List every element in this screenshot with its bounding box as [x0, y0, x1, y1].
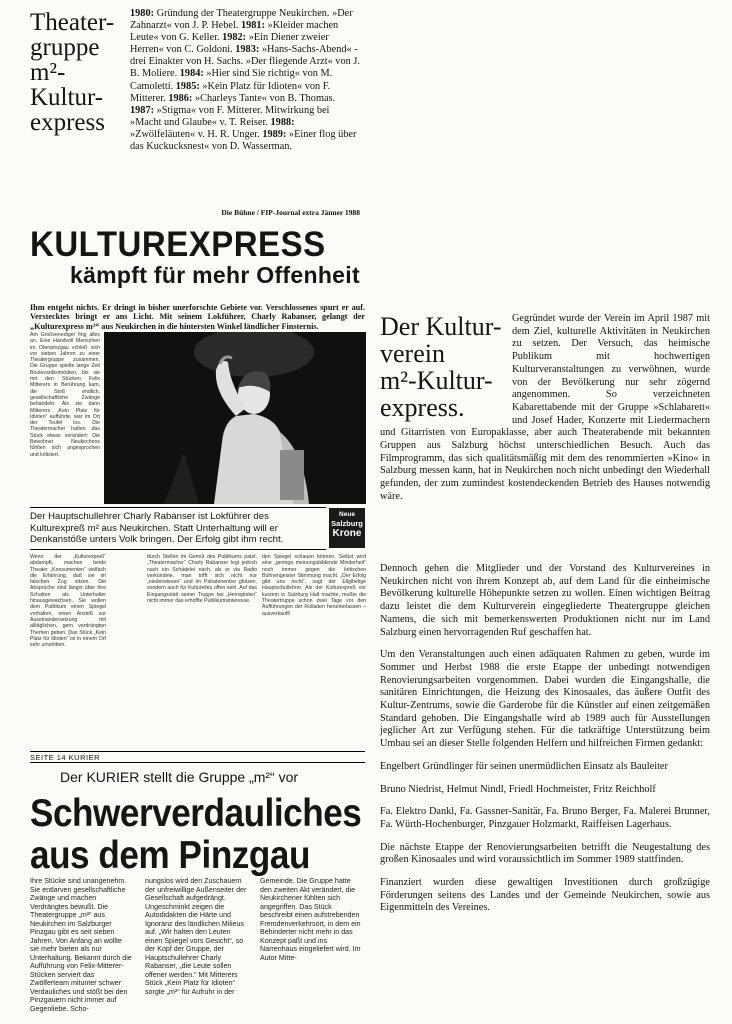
- krone-logo-line: Neue: [339, 511, 355, 518]
- krone-logo-line: Salzburg: [331, 519, 363, 528]
- verein-body: [380, 563, 710, 925]
- krone-logo: [329, 508, 365, 548]
- chronicle-title-line: gruppe: [30, 34, 100, 61]
- kurier-headline-line: aus dem Pinzgau: [30, 834, 310, 877]
- verein-title-line: Der Kultur-: [380, 312, 502, 341]
- chronicle-entry: »Stigma« von F. Mitterer. Mitwirkung bei »Macht und Glaube« v. T. Reiser.: [130, 104, 330, 128]
- kurier-headline: [30, 792, 362, 877]
- chronicle-year: 1980:: [130, 8, 155, 19]
- clipping-lead: Ihm entgeht nichts. Er dringt in bisher unerforschte Gebiete vor. Verschlossenes spurt er auf. Verstecktes bringt er ans Licht. Mit seinem Lokführer, Charly Rabanser, gelangt der „Kulturexpress m²“ aus Neukirchen in die hintersten Winkel ländlicher Finsternis.: [30, 303, 365, 331]
- kurier-column-1: Ihre Stücke sind unangenehm. Sie entlarven gesellschaftliche Zwänge und machen Verdrängtes bewußt. Die Theatergruppe „m²“ aus Neukirchen im Salzburger Pinzgau gibt es seit sieben Jahren. Von Anfang an wollte sie mehr bieten als nur Unterhaltung. Bekannt durch die Aufführung von Felix-Mitterer-Stücken serviert das Zwölferteam mitunter schwer Verdauliches und stößt bei den Pinzgauern nicht immer auf Gegenliebe. Scho-: [30, 877, 132, 1013]
- chronicle-year: 1982:: [222, 32, 247, 44]
- krone-column-2: durch Stellen im Gemüt des Publikums patzt. „Theatermacher“ Charly Rabanser legt jedoch nach ein Schädelei nach, als er via Radio verkündete, man trifft sich nicht nur „niederwiesen“ und im Pahatenentso glotzen, sondern auch für Kulturelles offen sein. Auf das Eingangsstatt seiner Truppe bei „Hemspielen“ nicht immer das erhoffte Publikumsinteresse.: [147, 554, 257, 605]
- verein-title-line: verein: [380, 339, 445, 368]
- verein-paragraph: Bruno Niedrist, Helmut Nindl, Friedl Hochmeister, Fritz Reichholf: [380, 783, 656, 795]
- krone-column-3: den Spiegel schauen können. Selbst wird eine „geringe meinungsbildende Minderheit“ noch immer gegen die kritischen Bühnengeister Stimmung macht. „Der Erfolg gibt uns recht“, sagt der Ellgibelige Hauptschullehrer. Als der Kulturexpreß vor kurzem in Salzburg Halt machte, mußte die Theatertruppe schon zwei Tage vor den Aufführungen der Rolladen herunterlassen – ausverkauft!: [262, 554, 366, 617]
- chronicle-entry: »Kein Platz für Idioten« von F. Mitterer.: [130, 80, 331, 104]
- chronicle-year: 1989:: [262, 128, 287, 140]
- chronicle-year: 1985:: [175, 80, 200, 92]
- kurier-subheadline: Der KURIER stellt die Gruppe „m²“ vor: [60, 769, 299, 785]
- kurier-column-3: Gemeinde. Die Gruppe hatte den zweiten Akt verändert, die Neukirchener fühlten sich angegriffen. Das Stück beschreibt einen aufstrebenden Fremdenverkehrsort, in dem ein Behinderter nicht mehr in das Konzept paßt und ins Narrenhaus eingeliefert wird. Im Autor Mitte-: [260, 877, 361, 962]
- clipping-credit: Die Bühne / FIP-Journal extra Jänner 1988: [221, 208, 360, 217]
- kurier-headline-line: Schwerverdauliches: [30, 792, 362, 835]
- krone-column-1: Wenn der „Kulturexpreß“ abdampft, machen beide Theater „Konsumenten“ vielfach die Erfahrung, daß sie im falschen Zug sitzen. Die Ansprüche sind längst über ihre Schatten als Unterhalter hinausgewachsen. Sie wollen dem Publikum einen Spiegel vorhalten, einen Anstoß zur Auseinandersetzung mit alltäglichen, gern verdrängten Themen geben. Das Stück „Kein Platz für Idioten“ ist in einem Ort sehr umstritten.: [30, 554, 106, 649]
- chronicle-entry: Gründung der Theatergruppe Neukirchen. »Der Zahnarzt« von J. P. Hebel.: [130, 8, 353, 32]
- chronicle-float-spacer: [30, 8, 130, 143]
- chronicle-entry: »Ein Diener zweier Herren« von C. Goldoni.: [130, 32, 329, 56]
- performer-photo-graphic: [104, 332, 366, 504]
- verein-title-line: express.: [380, 393, 465, 422]
- chronicle-entry: »Zwölfeläuten« v. H. R. Unger.: [130, 128, 260, 140]
- verein-title-line: m²-Kultur-: [380, 366, 493, 395]
- kurier-column-2: nungslos wird den Zuschauern der unfreiwillige Außenseiter der Gesellschaft aufgedrängt. Ungeschminkt zeigen die Autodidakten die Härte und Ignoranz des ländlichen Milieus auf. „Wir halten den Leuten einen Spiegel vors Gesicht“, so der Kopf der Gruppe, der Hauptschullehrer Charly Rabanser, „die Leute sollen offener werden.“ Mit Mitterers Stück „Kein Platz für Idioten“ sorgte „m²“ für Aufruhr in der: [145, 877, 247, 996]
- chronicle-year: 1984:: [179, 68, 204, 80]
- chronicle-entry: »Hans-Sachs-Abend« - drei Einakter von H. Sachs. »Der fliegende Arzt« von J. B. Moliere.: [130, 44, 360, 80]
- chronicle-body: [30, 8, 360, 153]
- chronicle-year: 1983:: [235, 44, 260, 56]
- chronicle-title-line: Kultur-: [30, 84, 104, 111]
- krone-caption: Der Hauptschullehrer Charly Rabanser ist Lokführer des Kulturexpreß m² aus Neukirchen. Statt Unterhaltung will er Denkanstöße unters Volk bringen. Der Erfolg gibt ihm recht.: [30, 507, 326, 550]
- kurier-section-label: SEITE 14 KURIER: [30, 753, 101, 762]
- performer-photo: [104, 332, 366, 504]
- verein-intro: [380, 313, 710, 504]
- chronicle-year: 1986:: [168, 92, 193, 104]
- chronicle-entry: »Kleider machen Leute« von G. Keller.: [130, 20, 339, 44]
- kurier-top-rule: [30, 751, 365, 752]
- chronicle-year: 1988:: [270, 116, 295, 128]
- chronicle-entry: »Einer flog über das Kuckucksnest« von D. Wasserman.: [130, 128, 357, 153]
- verein-paragraph: Finanziert wurden diese gewaltigen Investitionen durch großzügige Förderungen seitens des Landes und der Gemeinde Neukirchen, sowie aus Eigenmitteln des Vereines.: [380, 877, 710, 914]
- chronicle-year: 1981:: [240, 20, 265, 32]
- chronicle-title-line: Theater-: [30, 9, 115, 36]
- verein-paragraph: Die nächste Etappe der Renovierungsarbeiten betrifft die Neugestaltung des großen Kinosaales und wird voraussichtlich im Sommer 1989 stattfinden.: [380, 841, 710, 866]
- chronicle-year: 1987:: [130, 104, 155, 116]
- verein-paragraph: Engelbert Gründlinger für seinen unermüdlichen Einsatz als Bauleiter: [380, 760, 668, 772]
- chronicle-entry: »Hier sind Sie richtig« von M. Camoletti.: [130, 68, 333, 92]
- chronicle-title-line: m²-: [30, 59, 66, 86]
- verein-paragraph: Fa. Elektro Dankl, Fa. Gassner-Sanitär, Fa. Bruno Berger, Fa. Malerei Brunner, Fa. Würth-Hochenburger, Pinzgauer Holzmarkt, Raiffeisen Lagerhaus.: [380, 806, 710, 830]
- verein-paragraph: Dennoch gehen die Mitglieder und der Vorstand des Kulturvereines in Neukirchen nicht von ihrem Konzept ab, auf dem Land für die einheimische Bevölkerung kulturelle Höhepunkte setzen zu wollen. Einen wichtigen Beitrag dazu leistet die dem Kulturverein eingegliederte Theatergruppe gleichen Namens, die sich mit bemerkenswerten Produktionen nicht nur im Land Salzburg einen hervorragenden Ruf geschaffen hat.: [380, 563, 710, 638]
- clipping-subheadline: kämpft für mehr Offenheit: [70, 262, 360, 288]
- clipping-small-text: Am Großvenediger fing alles an. Eine Handvoll Menschen im Oberpinzgau schloß sich vor sieben Jahren zu einer Theatergruppe zusammen. Die Gruppe spielte lange Zeit Boulevardkomödien, bis sie mit den Stücken Felix Mitterers in Berührung kam, die Stoß endlich, gesellschaftliche Zwänge behandeln. Als sie dann Mitterers „Kein Platz für Idioten“ aufführte, war im Ort der Teufel los. Die Theatermacher hatten das Stück etwas verändert: Die Bewohner Neukirchens fühlten sich angesprochen und kritisiert.: [30, 332, 100, 458]
- verein-paragraph: Um den Veranstaltungen auch einen adäquaten Rahmen zu geben, wurde im Sommer und Herbst 1988 die erste Etappe der unbedingt notwendigen Renovierungsarbeiten vorgenommen. Dabei wurden die Eingangshalle, die sanitären Einrichtungen, die Heizung des Kinosaales, das äußere Outfit des Kultur-Zentrums, sowie die Garderobe für die Künstler auf einen zeitgemäßen Standard gehoben. Die Eingangshalle wird ab 1989 auch für Ausstellungen jeglicher Art zur Verfügung stehen. Für die tatkräftige Unterstützung beim Umbau sei an dieser Stelle folgenden Helfern und hilfreichen Firmen gedankt:: [380, 649, 710, 750]
- chronicle-title-line: express: [30, 109, 105, 136]
- verein-title: [380, 313, 512, 421]
- krone-logo-line: Krone: [332, 528, 362, 539]
- verein-first-paragraph: Gegründet wurde der Verein im April 1987 mit dem Ziel, kulturelle Aktivitäten in Neukirchen zu setzen. Der Versuch, das heimische Publikum mit hochwertigen Kulturveranstaltungen zu verwöhnen, wurde von der Bevölkerung nur sehr zögernd angenommen. So verzeichneten Kabarettabende mit der Gruppe »Schlabarett« und Josef Hader, Konzerte mit Liedermachern und Gitarristen von Europaklasse, aber auch Theaterabende mit bekannten Gruppen aus Salzburg höchst unterschiedlichen Besuch. Auch das Filmprogramm, das sich qualitätsmäßig mit dem des renommierten »Kino« in Salzburg messen kann, hat in Neukirchen noch nicht unbedingt den Wiederhall gefunden, der zum zumindest kostendeckenden Betrieb des Hauses notwendig wäre.: [380, 313, 710, 502]
- chronicle-entry: »Charleys Tante« von B. Thomas.: [194, 92, 336, 104]
- clipping-headline: KULTUREXPRESS: [30, 223, 326, 264]
- kurier-rule: [30, 762, 365, 763]
